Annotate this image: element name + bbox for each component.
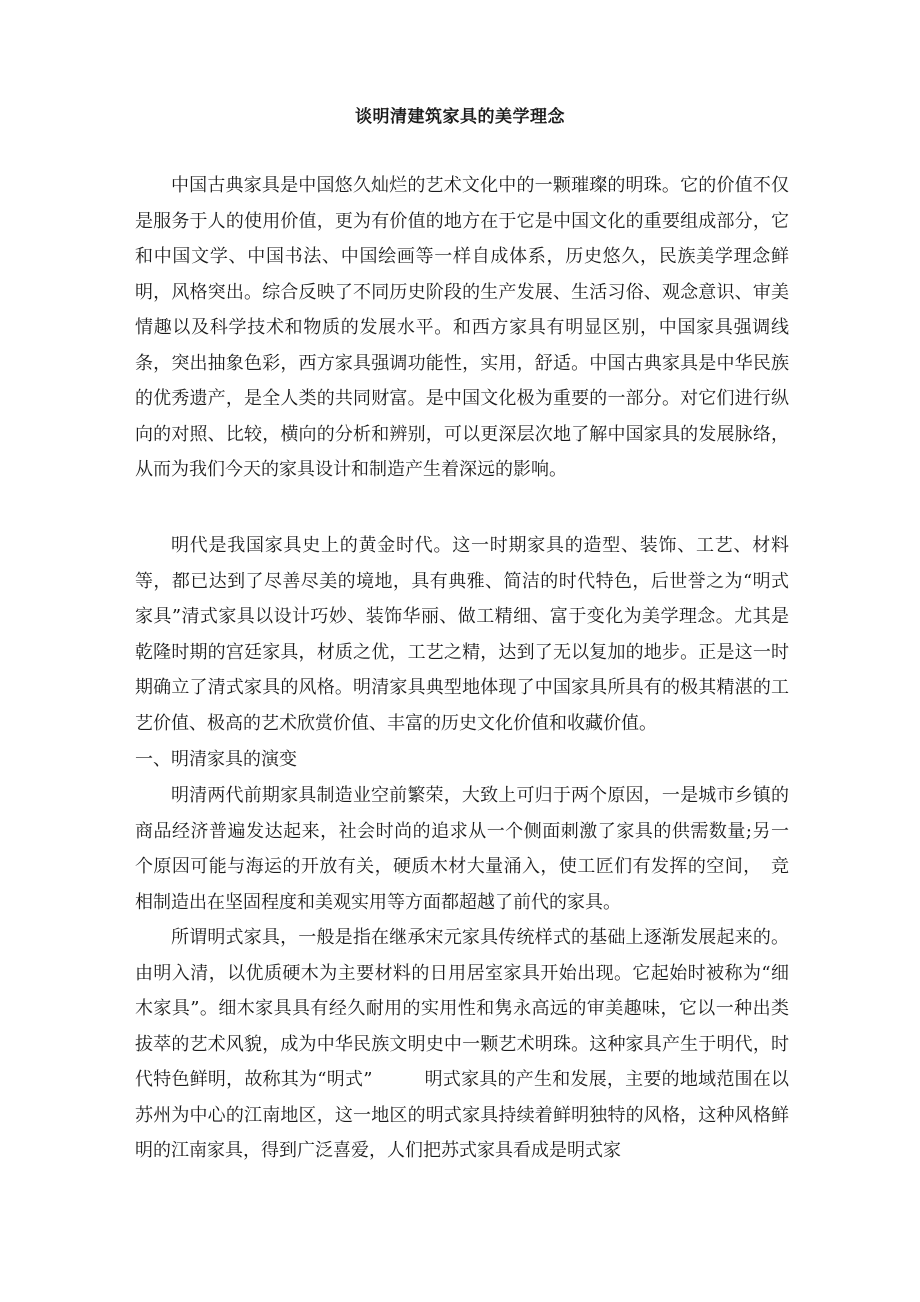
paragraph-prosperity-causes: 明清两代前期家具制造业空前繁荣，大致上可归于两个原因，一是城市乡镇的商品经济普遍发达起来，社会时尚的追求从一个侧面刺激了家具的供需数量;另一个原因可能与海运的开放有关，硬质木材大量涌入，使工匠们有发挥的空间， 竞相制造出在坚固程度和美观实用等方面都超越了前代的家具。 — [135, 785, 789, 913]
section-heading-evolution: 一、明清家具的演变 — [135, 749, 297, 770]
paragraph-ming-golden-age: 明代是我国家具史上的黄金时代。这一时期家具的造型、装饰、工艺、材料等，都已达到了尽善尽美的境地，具有典雅、简洁的时代特色，后世誉之为“明式家具”清式家具以设计巧妙、装饰华丽、做工精细、富于变化为美学理念。尤其是乾隆时期的宫廷家具，材质之优，工艺之精，达到了无以复加的地步。正是这一时期确立了清式家具的风格。明清家具典型地体现了中国家具所具有的极其精湛的工艺价值、极高的艺术欣赏价值、丰富的历史文化价值和收藏价值。 — [135, 535, 789, 734]
document-title: 谈明清建筑家具的美学理念 — [355, 107, 565, 127]
paragraph-introduction: 中国古典家具是中国悠久灿烂的艺术文化中的一颗璀璨的明珠。它的价值不仅是服务于人的使用价值，更为有价值的地方在于它是中国文化的重要组成部分，它和中国文学、中国书法、中国绘画等一样自成体系，历史悠久，民族美学理念鲜明，风格突出。综合反映了不同历史阶段的生产发展、生活习俗、观念意识、审美情趣以及科学技术和物质的发展水平。和西方家具有明显区别，中国家具强调线条，突出抽象色彩，西方家具强调功能性，实用，舒适。中国古典家具是中华民族的优秀遗产，是全人类的共同财富。是中国文化极为重要的一部分。对它们进行纵向的对照、比较，横向的分析和辨别，可以更深层次地了解中国家具的发展脉络，从而为我们今天的家具设计和制造产生着深远的影响。 — [135, 175, 789, 480]
paragraph-ming-style-definition — [135, 920, 789, 1169]
paragraph-ming-style-part-1: 所谓明式家具，一般是指在继承宋元家具传统样式的基础上逐渐发展起来的。由明入清，以优质硬木为主要材料的日用居室家具开始出现。它起始时被称为“细木家具”。细木家具具有经久耐用的实用性和隽永高远的审美趣味，它以一种出类拔萃的艺术风貌，成为中华民族文明史中一颗艺术明珠。这种家具产生于明代，时代特色鲜明，故称其为“明式” — [135, 927, 789, 1090]
paragraph-ming-style-part-2: 明式家具的产生和发展，主要的地域范围在以苏州为中心的江南地区，这一地区的明式家具持续着鲜明独特的风格，这种风格鲜明的江南家具，得到广泛喜爱，人们把苏式家具看成是明式家 — [135, 1069, 790, 1161]
